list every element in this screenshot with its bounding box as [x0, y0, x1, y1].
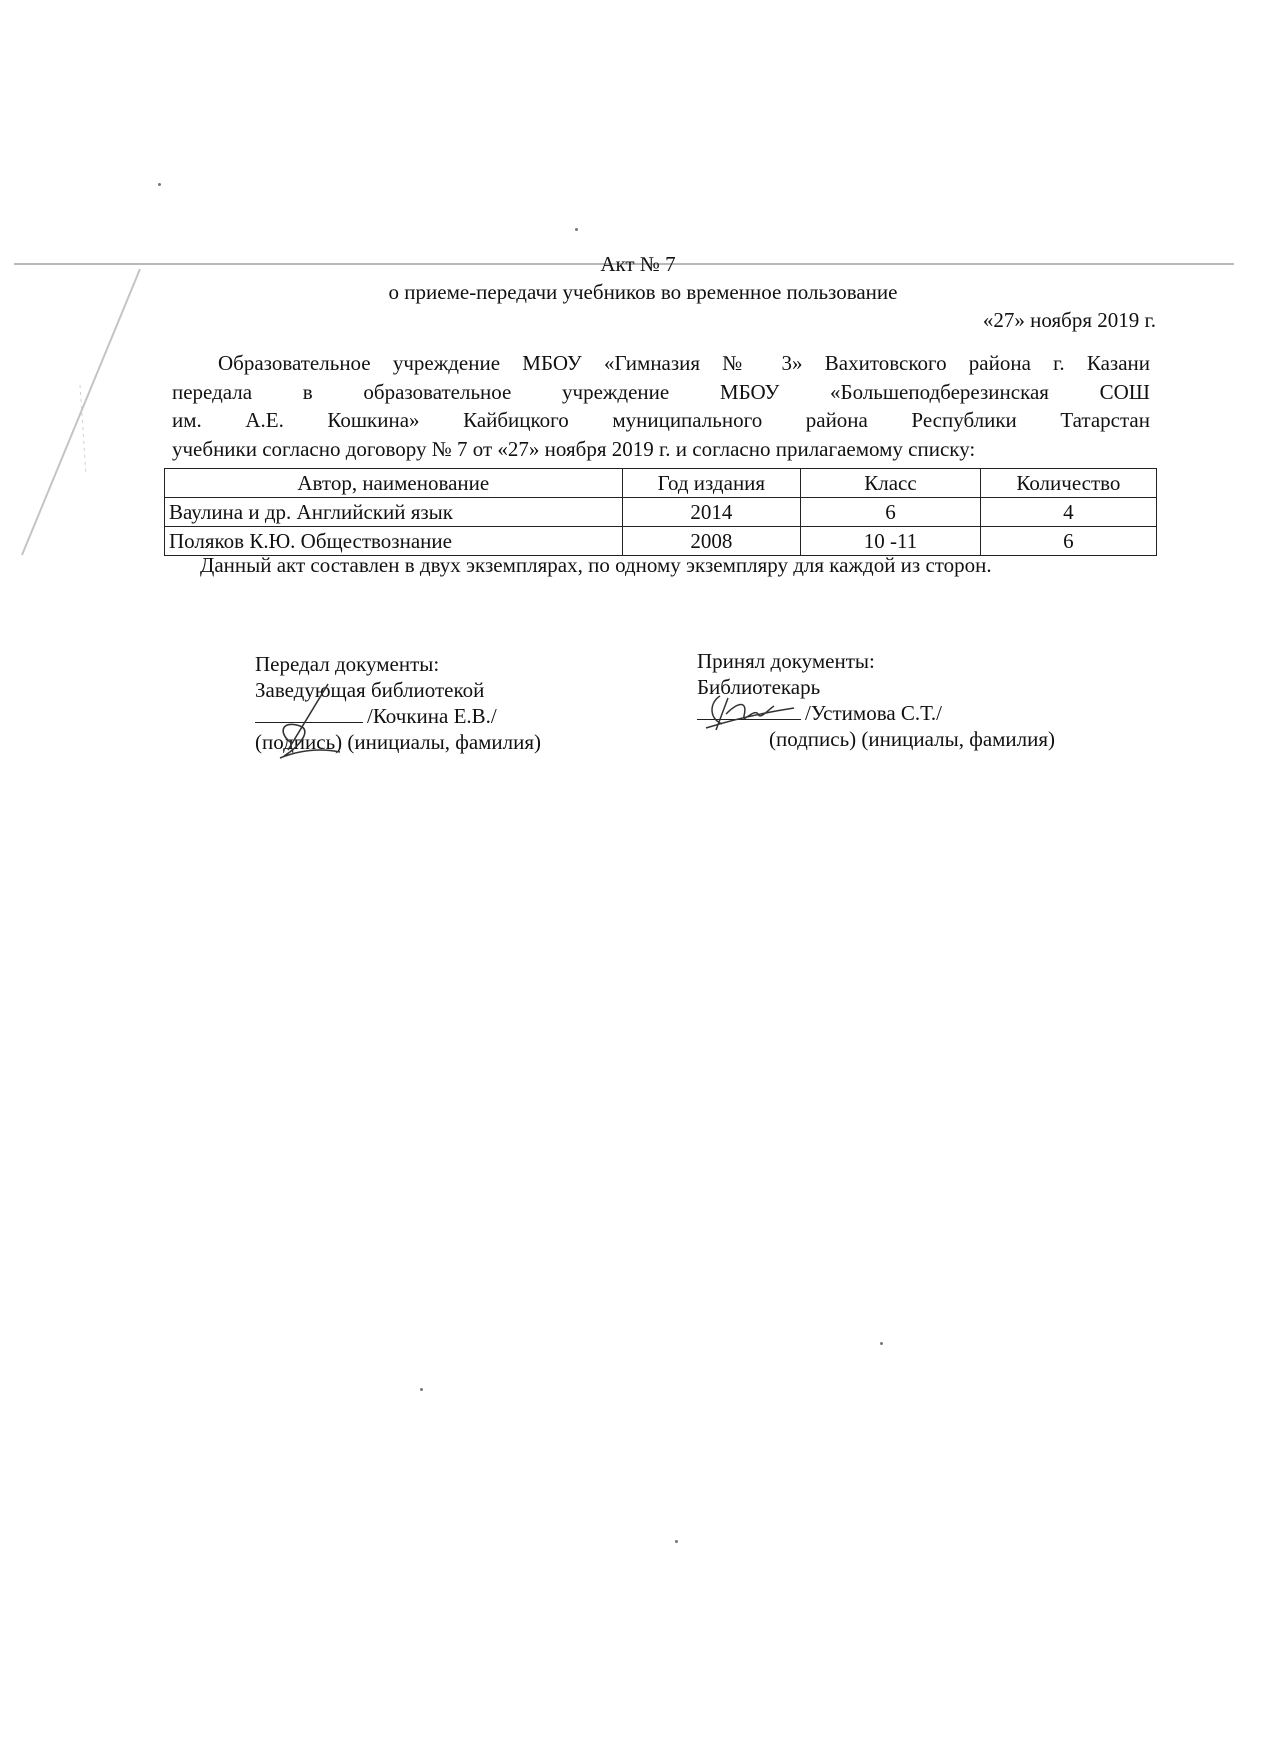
- document-subtitle: о приеме-передачи учебников во временное пользование: [388, 280, 898, 304]
- sender-heading: Передал документы:: [255, 652, 440, 676]
- header-author: Автор, наименование: [165, 469, 623, 498]
- scan-speck: [158, 183, 161, 186]
- signature-line: [697, 701, 801, 720]
- scan-speck: [675, 1540, 678, 1543]
- signature-line: [255, 704, 363, 723]
- document-date: «27» ноября 2019 г.: [982, 308, 1156, 332]
- textbook-table: [164, 468, 1157, 556]
- receiver-heading: Принял документы:: [697, 649, 875, 673]
- table-row: [165, 498, 1157, 527]
- receiver-position: Библиотекарь: [697, 675, 821, 699]
- scan-speck: [880, 1342, 883, 1345]
- sender-position: Заведующая библиотекой: [255, 678, 485, 702]
- header-year: Год издания: [622, 469, 801, 498]
- header-quantity: Количество: [980, 469, 1156, 498]
- sender-name: /Кочкина Е.В./: [367, 704, 497, 728]
- sender-caption: (подпись) (инициалы, фамилия): [255, 730, 542, 754]
- cell-class: 6: [801, 498, 981, 527]
- cell-year: 2014: [622, 498, 801, 527]
- body-line: учебники согласно договору № 7 от «27» ноября 2019 г. и согласно прилагаемому списку:: [172, 436, 976, 461]
- sender-name-line: [255, 703, 541, 729]
- cell-quantity: 6: [980, 527, 1156, 556]
- scan-speck: [420, 1388, 423, 1391]
- signature-block-receiver: [697, 648, 1055, 752]
- signature-block-sender: [255, 651, 541, 755]
- table-header-row: [165, 469, 1157, 498]
- cell-year: 2008: [622, 527, 801, 556]
- body-paragraph: [172, 349, 1150, 463]
- body-line: Образовательное учреждение МБОУ «Гимназия № 3» Вахитовского района г. Казани: [218, 351, 1150, 375]
- scan-speck: [575, 228, 578, 231]
- cell-author: Поляков К.Ю. Обществознание: [165, 527, 623, 556]
- receiver-name-line: [697, 700, 1055, 726]
- cell-author: Ваулина и др. Английский язык: [165, 498, 623, 527]
- receiver-name: /Устимова С.Т./: [805, 701, 942, 725]
- body-line: им. А.Е. Кошкина» Кайбицкого муниципального района Республики Татарстан: [172, 408, 1150, 432]
- cell-quantity: 4: [980, 498, 1156, 527]
- body-line: передала в образовательное учреждение МБОУ «Большеподберезинская СОШ: [172, 379, 1150, 404]
- cell-class: 10 -11: [801, 527, 981, 556]
- receiver-caption: (подпись) (инициалы, фамилия): [769, 727, 1056, 751]
- document-title: Акт № 7: [600, 252, 676, 276]
- copies-note: Данный акт составлен в двух экземплярах, по одному экземпляру для каждой из сторон.: [200, 553, 992, 577]
- header-class: Класс: [801, 469, 981, 498]
